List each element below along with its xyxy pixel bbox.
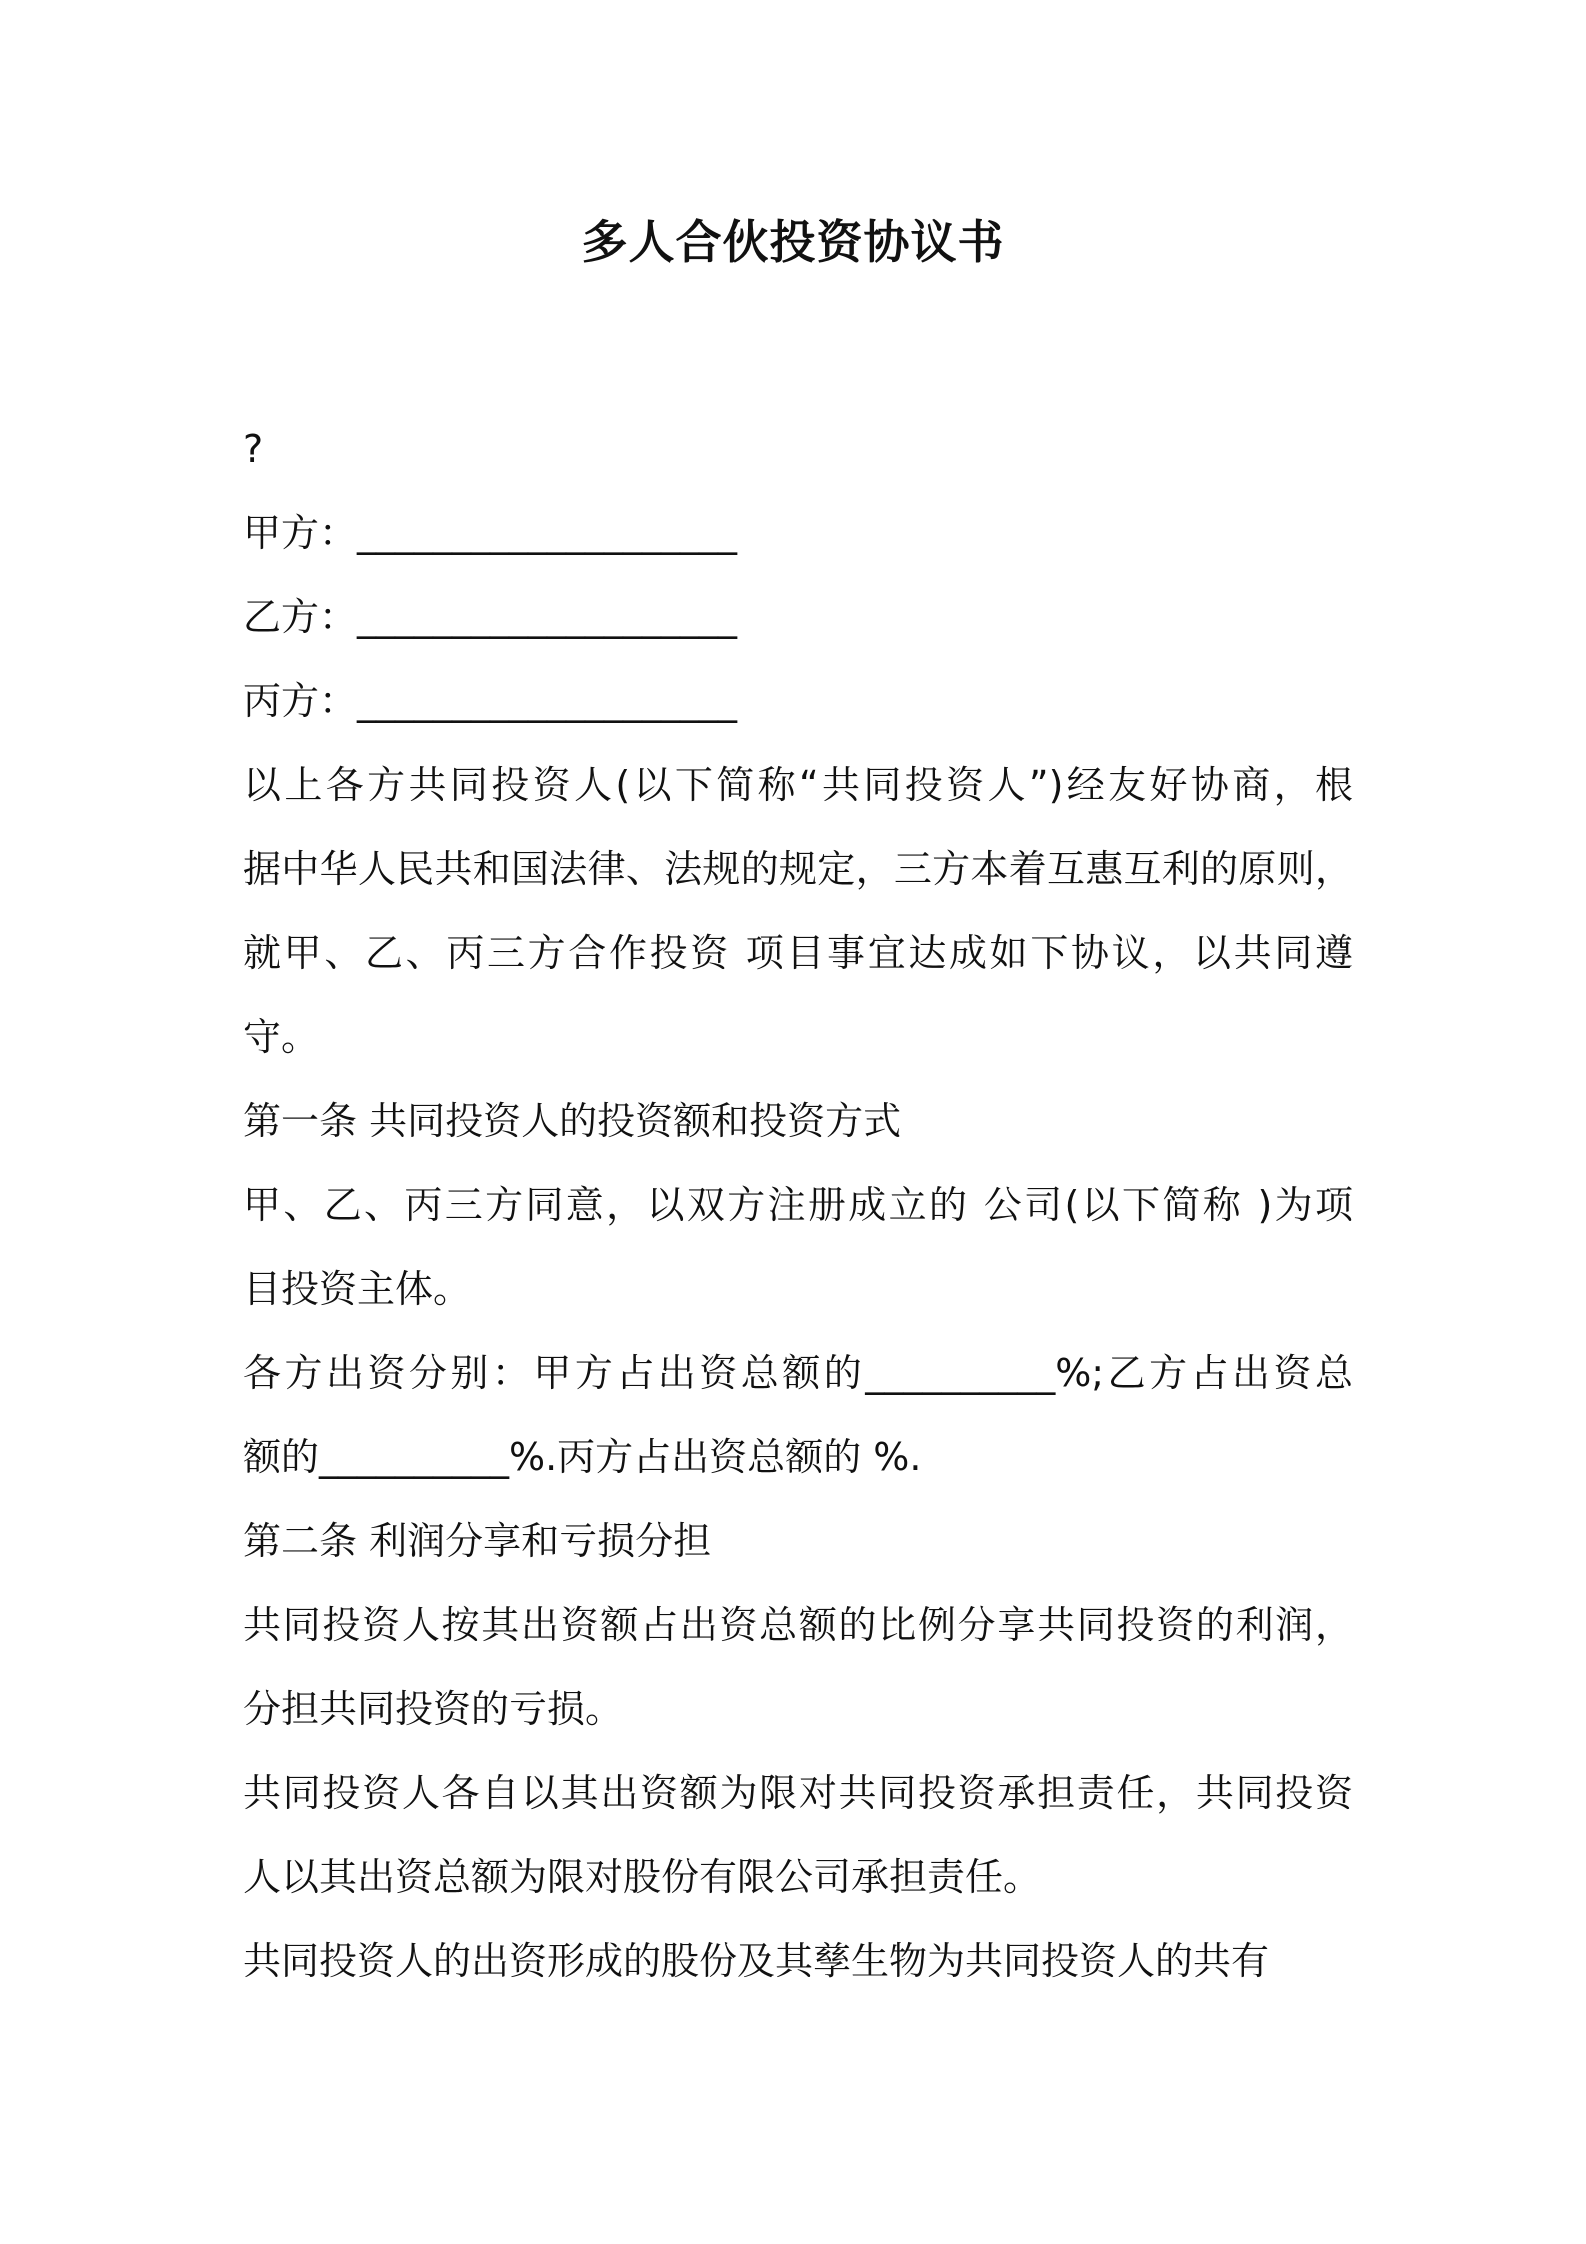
intro-row: 据中华人民共和国法律、法规的规定，三方本着互惠互利的原则， [243, 847, 1353, 891]
article-2-paragraph-3 [243, 1919, 1353, 2003]
paragraph-row: 共同投资人按其出资额占出资总额的比例分享共同投资的利润， [243, 1603, 1353, 1647]
paragraph-row: 各方出资分别：甲方占出资总额的__________%;乙方占出资总 [243, 1351, 1353, 1395]
document-title: 多人合伙投资协议书 [581, 215, 1005, 269]
article-2-heading: 第二条 利润分享和亏损分担 [243, 1519, 712, 1563]
paragraph-row: 分担共同投资的亏损。 [243, 1687, 624, 1731]
paragraph-row: 额的__________%.丙方占出资总额的 %. [243, 1435, 922, 1479]
document-body [243, 407, 1353, 2003]
article-2-paragraph-1 [243, 1583, 1353, 1751]
intro-row: 就甲、乙、丙三方合作投资 项目事宜达成如下协议，以共同遵 [243, 931, 1353, 975]
intro-row: 守。 [243, 1015, 320, 1059]
article-2-paragraph-2 [243, 1751, 1353, 1919]
party-c-line: 丙方：____________________ [243, 679, 738, 723]
intro-row: 以上各方共同投资人(以下简称“共同投资人”)经友好协商，根 [243, 763, 1353, 807]
party-a-line: 甲方：____________________ [243, 511, 738, 555]
article-1-paragraph-1 [243, 1163, 1353, 1331]
article-1-paragraph-2 [243, 1331, 1353, 1499]
party-b-line: 乙方：____________________ [243, 595, 738, 639]
paragraph-row: 共同投资人各自以其出资额为限对共同投资承担责任，共同投资 [243, 1771, 1353, 1815]
paragraph-row: 共同投资人的出资形成的股份及其孳生物为共同投资人的共有 [243, 1939, 1270, 1983]
paragraph-row: 目投资主体。 [243, 1267, 472, 1311]
paragraph-row: 甲、乙、丙三方同意，以双方注册成立的 公司(以下简称 )为项 [243, 1183, 1353, 1227]
paragraph-row: 人以其出资总额为限对股份有限公司承担责任。 [243, 1855, 1042, 1899]
page-marker: ? [243, 427, 264, 471]
intro-paragraph [243, 743, 1353, 1079]
article-1-heading: 第一条 共同投资人的投资额和投资方式 [243, 1099, 902, 1143]
